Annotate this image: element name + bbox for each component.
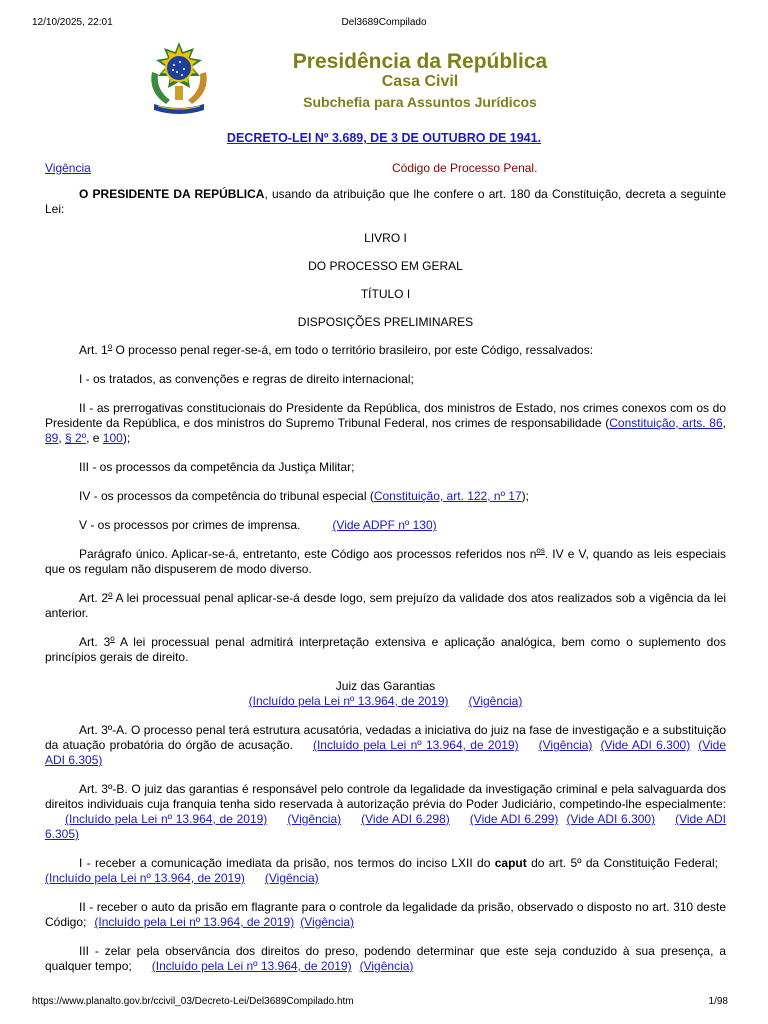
link-constituicao-89[interactable]: 89: [45, 431, 59, 445]
link-adi-6299-3b[interactable]: (Vide ADI 6.299): [469, 812, 559, 826]
link-vigencia-3b[interactable]: (Vigência): [287, 812, 342, 826]
link-incluido-juiz[interactable]: (Incluído pela Lei nº 13.964, de 2019): [248, 694, 449, 708]
art-3b: Art. 3º-B. O juiz das garantias é responsável pelo controle da legalidade da investigação criminal e pela salvaguarda dos direitos individuais cuja franquia tenha sido reservada à autorização prévia do Poder Judiciário, competindo-lhe especialmente:(Incluído pela Lei nº 13.964, de 2019) (Vigência) (Vide ADI 6.298) (Vide ADI 6.299) (Vide ADI 6.300) (Vide ADI 6.305): [45, 782, 726, 841]
link-adi-6300-3b[interactable]: (Vide ADI 6.300): [566, 812, 656, 826]
art-3: Art. 3$^o$ A lei processual penal admitirá interpretação extensiva e aplicação analógica, bem como o suplemento dos princípios gerais de direito.: [45, 634, 726, 664]
art-1: Art. 1$^o$ O processo penal reger-se-á, em todo o território brasileiro, por este Código, ressalvados:: [79, 342, 594, 357]
art-2: Art. 2$^o$ A lei processual penal aplicar-se-á desde logo, sem prejuízo da validade dos atos realizados sob a vigência da lei anterior.: [45, 590, 726, 620]
art-3b-inc-ii: II - receber o auto da prisão em flagrante para o controle da legalidade da prisão, observado o disposto no art. 310 deste Código; (Incluído pela Lei nº 13.964, de 2019) (Vigência): [45, 900, 726, 929]
link-incluido-3b[interactable]: (Incluído pela Lei nº 13.964, de 2019): [65, 812, 268, 826]
print-doc-title: Del3689Compilado: [341, 17, 427, 28]
link-incluido-3b-i[interactable]: (Incluído pela Lei nº 13.964, de 2019): [45, 871, 245, 885]
link-adi-6300-3a[interactable]: (Vide ADI 6.300): [600, 738, 691, 752]
art-1-inc-ii: II - as prerrogativas constitucionais do Presidente da República, dos ministros de Estado, nos crimes conexos com os do Presidente da República, e dos ministros do Supremo Tribunal Federal, nos crimes de responsabilidade (Constituição, arts. 86, 89, § 2º, e 100);: [45, 401, 726, 445]
link-constituicao-100[interactable]: 100: [102, 431, 123, 445]
link-constituicao-86[interactable]: Constituição, arts. 86: [609, 416, 723, 430]
link-constituicao-par2[interactable]: § 2º: [65, 431, 87, 445]
art-3a: Art. 3º-A. O processo penal terá estrutura acusatória, vedadas a iniciativa do juiz na fase de investigação e a substituição da atuação probatória do órgão de acusação. (Incluído pela Lei nº 13.964, de 2019) (Vigência) (Vide ADI 6.300) (Vide ADI 6.305): [45, 723, 726, 767]
org-casa-civil: Casa Civil: [381, 73, 459, 90]
print-page-number: 1/98: [708, 996, 728, 1007]
org-subchefia: Subchefia para Assuntos Jurídicos: [303, 94, 537, 110]
art-1-inc-i: I - os tratados, as convenções e regras de direito internacional;: [79, 372, 414, 386]
art-1-inc-v: V - os processos por crimes de imprensa. (Vide ADPF nº 130): [79, 518, 437, 532]
art-3b-inc-iii: III - zelar pela observância dos direitos do preso, podendo determinar que este seja conduzido à sua presença, a qualquer tempo; (Incluído pela Lei nº 13.964, de 2019) (Vigência): [45, 944, 726, 973]
link-adi-6298-3b[interactable]: (Vide ADI 6.298): [361, 812, 450, 826]
heading-processo: DO PROCESSO EM GERAL: [308, 259, 463, 273]
link-adi-6305-3a[interactable]: (Vide ADI 6.305): [45, 738, 726, 767]
link-vigencia-3b-iii[interactable]: (Vigência): [359, 959, 414, 973]
coat-of-arms-icon: [146, 42, 212, 118]
org-presidencia: Presidência da República: [292, 50, 548, 73]
link-vigencia-3b-i[interactable]: (Vigência): [264, 871, 319, 885]
print-url: https://www.planalto.gov.br/ccivil_03/Decreto-Lei/Del3689Compilado.htm: [32, 996, 354, 1007]
heading-disposicoes: DISPOSIÇÕES PRELIMINARES: [297, 315, 474, 329]
art-1-paragrafo-unico: Parágrafo único. Aplicar-se-á, entretanto, este Código aos processos referidos nos $n^{os}$. IV e V, quando as leis especiais que os regulam não dispuserem de modo diverso.: [45, 546, 726, 576]
link-adi-6305-3b[interactable]: (Vide ADI 6.305): [45, 812, 726, 841]
link-vigencia-3a[interactable]: (Vigência): [538, 738, 593, 752]
ementa: Código de Processo Penal.: [392, 161, 538, 175]
link-incluido-3b-iii[interactable]: (Incluído pela Lei nº 13.964, de 2019): [151, 959, 352, 973]
link-vigencia-3b-ii[interactable]: (Vigência): [300, 915, 355, 929]
juiz-garantias-heading: Juiz das Garantias (Incluído pela Lei nº 13.964, de 2019) (Vigência): [248, 679, 523, 708]
decree-title-link[interactable]: DECRETO-LEI Nº 3.689, DE 3 DE OUTUBRO DE 1941.: [226, 131, 542, 145]
preamble: O PRESIDENTE DA REPÚBLICA, usando da atribuição que lhe confere o art. 180 da Constituição, decreta a seguinte Lei:: [45, 187, 727, 216]
link-constituicao-122[interactable]: Constituição, art. 122, nº 17: [373, 489, 522, 503]
heading-titulo: TÍTULO I: [360, 287, 411, 301]
vigencia-link[interactable]: Vigência: [45, 161, 91, 175]
link-incluido-3b-ii[interactable]: (Incluído pela Lei nº 13.964, de 2019): [94, 915, 295, 929]
preamble-lead: O PRESIDENTE DA REPÚBLICA: [79, 187, 265, 201]
law-text: [45, 187, 726, 988]
art-3b-inc-i: I - receber a comunicação imediata da prisão, nos termos do inciso LXII do caput do art. 5º da Constituição Federal;(Incluído pela Lei nº 13.964, de 2019) (Vigência): [45, 856, 718, 885]
print-datetime: 12/10/2025, 22:01: [32, 17, 113, 28]
link-adpf-130[interactable]: (Vide ADPF nº 130): [332, 518, 437, 532]
heading-livro: LIVRO I: [364, 231, 407, 245]
art-1-inc-iv: IV - os processos da competência do tribunal especial (Constituição, art. 122, nº 17);: [79, 489, 529, 503]
art-1-inc-iii: III - os processos da competência da Justiça Militar;: [79, 460, 355, 474]
link-vigencia-juiz[interactable]: (Vigência): [468, 694, 523, 708]
link-incluido-3a[interactable]: (Incluído pela Lei nº 13.964, de 2019): [312, 738, 519, 752]
